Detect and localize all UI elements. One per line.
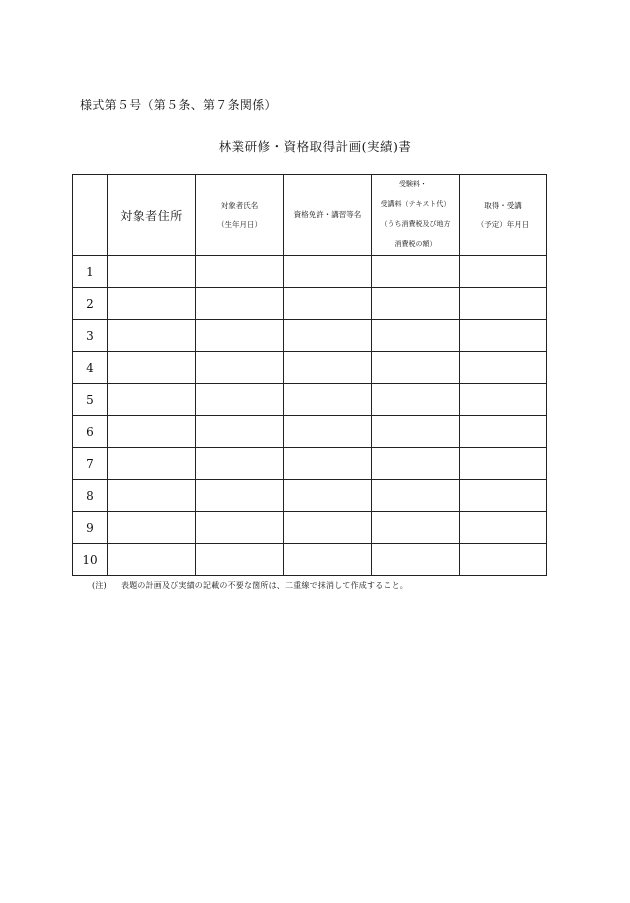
name-cell[interactable] — [196, 416, 284, 448]
fee-cell[interactable] — [372, 416, 460, 448]
row-number: 7 — [73, 448, 108, 480]
footnote — [92, 580, 408, 591]
qualification-cell[interactable] — [284, 544, 372, 576]
header-name — [196, 175, 284, 256]
date-cell[interactable] — [460, 480, 547, 512]
address-cell[interactable] — [108, 416, 196, 448]
name-cell[interactable] — [196, 352, 284, 384]
table-row — [73, 448, 547, 480]
row-number: 3 — [73, 320, 108, 352]
qualification-cell[interactable] — [284, 384, 372, 416]
table-row — [73, 256, 547, 288]
header-name-line2: （生年月日） — [217, 220, 262, 229]
name-cell[interactable] — [196, 256, 284, 288]
table-row — [73, 544, 547, 576]
qualification-cell[interactable] — [284, 512, 372, 544]
row-number: 6 — [73, 416, 108, 448]
header-name-line1: 対象者氏名 — [220, 200, 259, 210]
header-address: 対象者住所 — [108, 175, 196, 256]
table-row — [73, 416, 547, 448]
header-number-cell — [73, 175, 108, 256]
date-cell[interactable] — [460, 384, 547, 416]
header-fee-line1: 受験料・ — [399, 180, 427, 189]
table-row — [73, 288, 547, 320]
address-cell[interactable] — [108, 288, 196, 320]
header-fee — [372, 175, 460, 256]
fee-cell[interactable] — [372, 512, 460, 544]
name-cell[interactable] — [196, 320, 284, 352]
name-cell[interactable] — [196, 384, 284, 416]
table-body — [73, 256, 547, 576]
name-cell[interactable] — [196, 544, 284, 576]
table-row — [73, 480, 547, 512]
fee-cell[interactable] — [372, 352, 460, 384]
address-cell[interactable] — [108, 480, 196, 512]
header-row — [73, 175, 547, 256]
fee-cell[interactable] — [372, 544, 460, 576]
fee-cell[interactable] — [372, 256, 460, 288]
form-number: 様式第５号（第５条、第７条関係） — [80, 98, 277, 112]
date-cell[interactable] — [460, 416, 547, 448]
address-cell[interactable] — [108, 256, 196, 288]
table-row — [73, 384, 547, 416]
document-title: 林業研修・資格取得計画(実績)書 — [218, 139, 412, 154]
name-cell[interactable] — [196, 448, 284, 480]
plan-table — [72, 174, 547, 576]
name-cell[interactable] — [196, 480, 284, 512]
qualification-cell[interactable] — [284, 288, 372, 320]
qualification-cell[interactable] — [284, 416, 372, 448]
fee-cell[interactable] — [372, 288, 460, 320]
fee-cell[interactable] — [372, 480, 460, 512]
table-row — [73, 352, 547, 384]
date-cell[interactable] — [460, 544, 547, 576]
header-date-line2: （予定）年月日 — [476, 220, 530, 229]
row-number: 4 — [73, 352, 108, 384]
qualification-cell[interactable] — [284, 480, 372, 512]
row-number: 2 — [73, 288, 108, 320]
date-cell[interactable] — [460, 352, 547, 384]
address-cell[interactable] — [108, 384, 196, 416]
fee-cell[interactable] — [372, 448, 460, 480]
name-cell[interactable] — [196, 512, 284, 544]
date-cell[interactable] — [460, 448, 547, 480]
date-cell[interactable] — [460, 288, 547, 320]
date-cell[interactable] — [460, 256, 547, 288]
footnote-label: (注) — [92, 581, 107, 590]
name-cell[interactable] — [196, 288, 284, 320]
table-row — [73, 512, 547, 544]
qualification-cell[interactable] — [284, 320, 372, 352]
row-number: 8 — [73, 480, 108, 512]
header-fee-line4: 消費税の額） — [394, 239, 437, 248]
header-fee-line2: 受講料（テキスト代） — [380, 200, 451, 209]
address-cell[interactable] — [108, 544, 196, 576]
header-date — [460, 175, 547, 256]
address-cell[interactable] — [108, 448, 196, 480]
table-row — [73, 320, 547, 352]
qualification-cell[interactable] — [284, 448, 372, 480]
address-cell[interactable] — [108, 320, 196, 352]
address-cell[interactable] — [108, 352, 196, 384]
footnote-text: 表題の計画及び実績の記載の不要な箇所は、二重線で抹消して作成すること。 — [121, 581, 408, 590]
row-number: 9 — [73, 512, 108, 544]
row-number: 5 — [73, 384, 108, 416]
header-fee-line3: （うち消費税及び地方 — [380, 220, 451, 228]
date-cell[interactable] — [460, 512, 547, 544]
row-number: 10 — [73, 544, 108, 576]
fee-cell[interactable] — [372, 320, 460, 352]
qualification-cell[interactable] — [284, 256, 372, 288]
row-number: 1 — [73, 256, 108, 288]
date-cell[interactable] — [460, 320, 547, 352]
header-qualification: 資格免許・講習等名 — [284, 175, 372, 256]
address-cell[interactable] — [108, 512, 196, 544]
header-date-line1: 取得・受講 — [484, 200, 522, 210]
qualification-cell[interactable] — [284, 352, 372, 384]
fee-cell[interactable] — [372, 384, 460, 416]
